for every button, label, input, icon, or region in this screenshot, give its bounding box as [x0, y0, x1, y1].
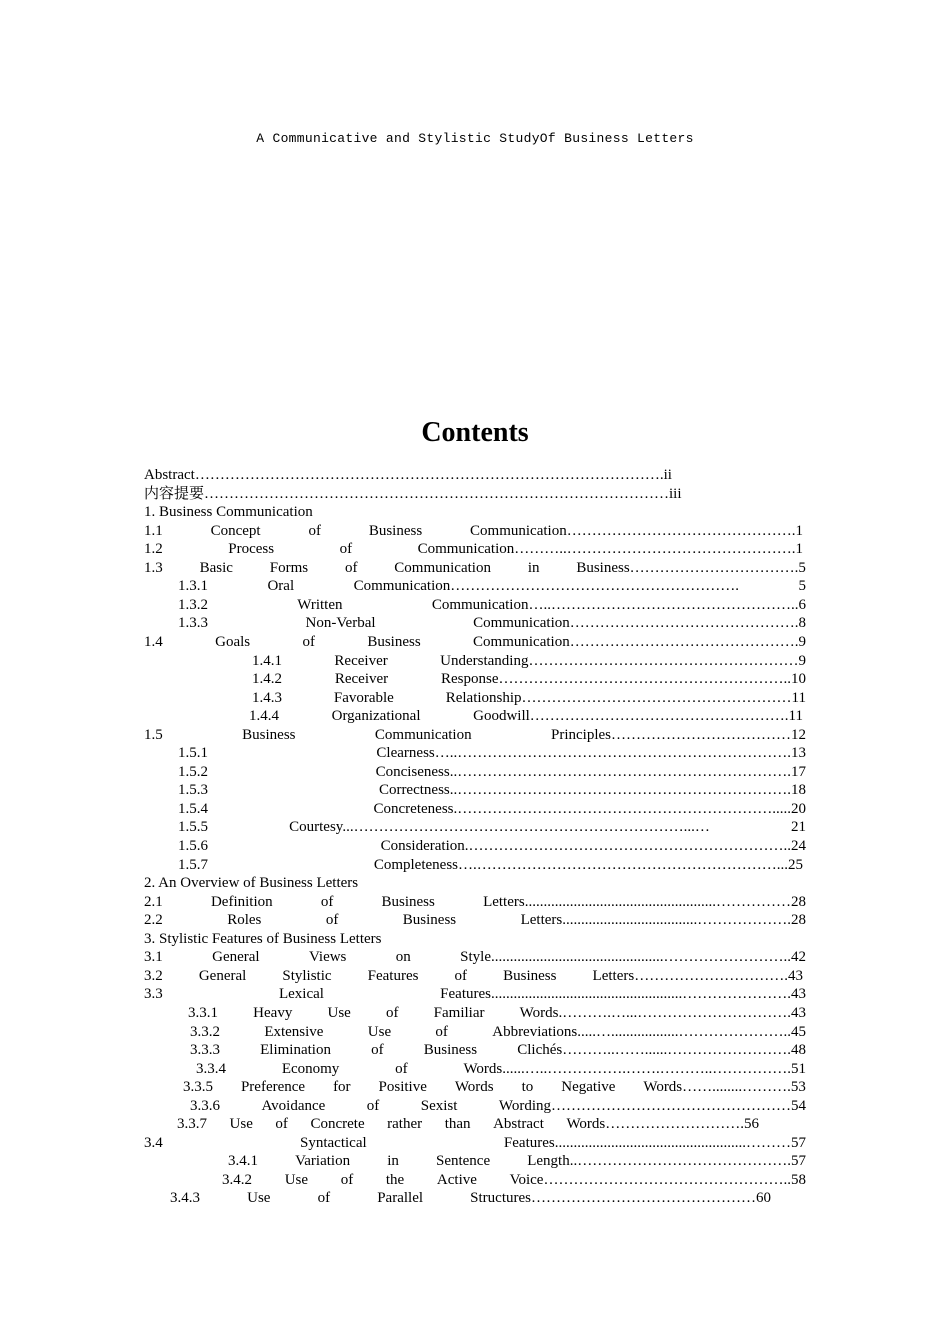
toc-word: Heavy: [253, 1004, 293, 1021]
toc-word: Letters...................................................……………28: [483, 893, 806, 910]
toc-entry-words: [222, 1171, 806, 1189]
toc-word: Receiver: [334, 652, 388, 669]
toc-word: Process: [228, 541, 275, 558]
toc-entry-words: [144, 985, 806, 1003]
toc-entry-words: [178, 818, 806, 836]
toc-entry-words: [144, 726, 806, 744]
toc-word: Active: [436, 1171, 477, 1188]
toc-word: Business: [381, 893, 435, 910]
toc-word: Communication…..…………………………………………..6: [431, 596, 806, 613]
toc-word: 1.4.1: [252, 652, 282, 669]
toc-entry: [177, 1115, 759, 1133]
toc-word: Receiver: [334, 671, 389, 688]
toc-entry: Abstract………………………………………………………………………………….ii: [144, 467, 672, 483]
toc-word: 1.5.4: [178, 800, 208, 817]
toc-word: Abbreviations.....…..................…………………..45: [492, 1023, 806, 1040]
toc-word: Letters………………………….43: [592, 967, 803, 984]
toc-entry: [178, 614, 806, 632]
toc-word: 5: [798, 578, 806, 595]
toc-word: of: [386, 1004, 399, 1021]
toc-word: Lexical: [278, 986, 324, 1003]
toc-word: 1.5.3: [178, 782, 208, 799]
toc-entry: 内容提要…………………………………………………………………………………iii: [144, 485, 682, 502]
toc-word: Parallel: [377, 1190, 424, 1207]
toc-word: 21: [790, 819, 806, 836]
toc-word: 1.3.2: [178, 596, 208, 613]
toc-entry-words: [178, 596, 806, 614]
toc-entry: [144, 967, 803, 985]
toc-word: Words.……….…...………………………….43: [519, 1004, 806, 1021]
toc-entry: [178, 596, 806, 614]
toc-word: Forms: [269, 559, 309, 576]
toc-entry-words: [249, 707, 803, 725]
toc-entry: [178, 818, 806, 836]
toc-entry-words: [228, 1152, 806, 1170]
toc-word: of: [320, 893, 334, 910]
toc-word: Clearness…..………………………………………………………….13: [376, 745, 806, 762]
toc-word: of: [344, 559, 358, 576]
toc-word: 3.2: [144, 967, 163, 984]
toc-word: Variation: [295, 1153, 351, 1170]
toc-word: Completeness….……………………………………………………...25: [373, 856, 803, 873]
toc-word: 1.5.7: [178, 856, 208, 873]
toc-word: Sexist: [420, 1097, 458, 1114]
toc-entry: [222, 1171, 806, 1189]
toc-word: Words……………………….56: [566, 1116, 759, 1133]
toc-word: Elimination: [260, 1042, 331, 1059]
toc-entry: [144, 948, 806, 966]
toc-word: Business: [402, 912, 457, 929]
toc-word: than: [444, 1116, 471, 1133]
toc-entry: [178, 856, 803, 874]
toc-word: Relationship………………………………………………11: [445, 689, 806, 706]
toc-word: General: [198, 967, 247, 984]
toc-word: Communication: [374, 726, 472, 743]
toc-word: Correctness..………………………………………………………….18: [378, 782, 806, 799]
toc-word: Use: [284, 1171, 309, 1188]
toc-word: Response…………………………………………………..10: [441, 671, 806, 688]
toc-word: Business…………………………….5: [576, 559, 806, 576]
toc-word: of: [435, 1023, 448, 1040]
toc-entry: [178, 837, 806, 855]
toc-word: Use: [367, 1023, 392, 1040]
toc-entry-words: [252, 689, 806, 707]
toc-word: Words......…..…………….…….………..…………….51: [463, 1060, 806, 1077]
toc-entry-words: [252, 670, 806, 688]
toc-word: Syntactical: [300, 1134, 367, 1151]
toc-word: 3.1: [144, 949, 163, 966]
toc-entry-words: [178, 800, 806, 818]
toc-word: 1.3.3: [178, 615, 208, 632]
toc-entry: [252, 689, 806, 707]
toc-word: rather: [387, 1116, 423, 1133]
toc-entry-words: [178, 763, 806, 781]
toc-entry-words: [144, 967, 803, 985]
toc-word: 1.2: [144, 541, 163, 558]
toc-word: 1.5.2: [178, 763, 208, 780]
toc-word: Economy: [281, 1060, 340, 1077]
toc-entry: [144, 985, 806, 1003]
toc-word: 3.4.2: [222, 1171, 252, 1188]
toc-word: in: [387, 1153, 399, 1170]
toc-entry-words: [144, 948, 806, 966]
toc-word: Roles: [227, 912, 262, 929]
toc-word: General: [212, 949, 260, 966]
toc-word: in: [527, 559, 540, 576]
toc-word: Words……........……….53: [643, 1079, 806, 1096]
toc-word: 1.5.1: [178, 745, 208, 762]
toc-entry-words: [178, 781, 806, 799]
toc-entry-words: [190, 1023, 806, 1041]
toc-word: Basic: [199, 559, 233, 576]
toc-entry: [178, 800, 806, 818]
toc-word: 3.3.6: [190, 1097, 220, 1114]
toc-word: of: [317, 1190, 331, 1207]
toc-word: Principles………………………………12: [550, 726, 806, 743]
toc-word: Communication……………………………………….8: [473, 615, 806, 632]
toc-word: 3.3.7: [177, 1116, 207, 1133]
toc-word: of: [366, 1097, 380, 1114]
toc-entry-words: [190, 1041, 806, 1059]
toc-entry-words: [188, 1004, 806, 1022]
toc-word: of: [302, 633, 315, 650]
toc-entry-words: [190, 1097, 806, 1115]
toc-word: Consideration.………………………………………………………..24: [380, 838, 806, 854]
toc-word: Communication……………………………………….1: [470, 522, 803, 539]
toc-entry-words: [178, 744, 806, 762]
toc-word: Goodwill…………………………………………….11: [473, 708, 803, 725]
toc-word: Features...................................................………………….43: [440, 986, 806, 1003]
toc-entry: [144, 540, 803, 558]
toc-entry-words: [183, 1078, 806, 1096]
toc-word: Extensive: [264, 1023, 324, 1040]
toc-word: Concreteness.……………………………………………………….....20: [373, 800, 806, 817]
toc-word: of: [339, 541, 353, 558]
toc-word: Business: [503, 967, 557, 984]
toc-word: 2.1: [144, 893, 163, 910]
toc-entry: [144, 726, 806, 744]
toc-word: Familiar: [433, 1004, 485, 1021]
toc-entry: 3. Stylistic Features of Business Letters: [144, 930, 382, 947]
toc-word: Use: [229, 1116, 253, 1133]
toc-entry-words: [144, 1134, 806, 1152]
toc-entry: [252, 652, 806, 670]
toc-word: Concept: [210, 522, 261, 539]
document-header: A Communicative and Stylistic StudyOf Business Letters: [256, 131, 694, 146]
toc-word: Goals: [215, 633, 251, 650]
toc-word: to: [521, 1079, 534, 1096]
toc-entry: [144, 633, 806, 651]
toc-entry: [144, 522, 803, 540]
toc-entry-words: [252, 652, 806, 670]
toc-word: 1.4.4: [249, 708, 279, 725]
toc-word: 3.3.5: [183, 1079, 213, 1096]
toc-entry-words: [177, 1115, 759, 1133]
toc-word: Definition: [210, 893, 273, 910]
toc-word: Preference: [240, 1079, 306, 1096]
toc-word: 1.5.5: [178, 819, 208, 836]
toc-entry-words: [144, 522, 803, 540]
toc-entry: [252, 670, 806, 688]
toc-word: of: [371, 1042, 384, 1059]
toc-word: 1.5: [144, 726, 163, 743]
toc-entry-words: [178, 577, 806, 595]
toc-word: 3.3.4: [196, 1060, 226, 1077]
toc-word: Wording…………………………………………54: [498, 1097, 806, 1114]
toc-word: 3.4: [144, 1134, 163, 1151]
toc-word: Clichés………..……......…………………….48: [517, 1042, 806, 1059]
toc-word: Communication………………………………………………….: [353, 578, 740, 595]
toc-word: Business: [368, 522, 423, 539]
toc-word: of: [308, 522, 321, 539]
toc-word: Use: [247, 1190, 271, 1207]
toc-word: Sentence: [435, 1153, 491, 1170]
toc-entry: [183, 1078, 806, 1096]
toc-word: Concrete: [310, 1116, 365, 1133]
toc-word: Letters....................................……………….28: [520, 912, 806, 929]
toc-word: 3.3.1: [188, 1004, 218, 1021]
toc-word: 3.3.3: [190, 1042, 220, 1059]
toc-word: Communication: [394, 559, 491, 576]
toc-entry: [178, 781, 806, 799]
toc-entry-words: [178, 856, 803, 874]
toc-entry: [144, 1134, 806, 1152]
toc-entry: 2. An Overview of Business Letters: [144, 875, 359, 892]
toc-entry: [228, 1152, 806, 1170]
toc-word: 3.3.2: [190, 1023, 220, 1040]
toc-word: 3.4.1: [228, 1153, 258, 1170]
toc-word: 1.3: [144, 559, 163, 576]
toc-entry-words: [144, 633, 806, 651]
toc-word: 1.4: [144, 633, 163, 650]
toc-word: Features...................................................………57: [503, 1134, 806, 1151]
toc-word: Negative: [561, 1079, 616, 1096]
toc-word: 3.3: [144, 986, 163, 1003]
toc-word: Understanding………………………………………………9: [440, 652, 806, 669]
toc-entry-words: [178, 614, 806, 632]
toc-word: Words: [454, 1079, 494, 1096]
toc-word: Views: [308, 949, 347, 966]
toc-word: Avoidance: [261, 1097, 326, 1114]
toc-word: on: [395, 949, 411, 966]
toc-entry-words: [144, 911, 806, 929]
toc-word: for: [333, 1079, 351, 1096]
toc-entry: [144, 559, 806, 577]
toc-word: 1.4.2: [252, 671, 282, 688]
toc-entry: [190, 1023, 806, 1041]
toc-entry-words: [170, 1189, 771, 1207]
toc-word: of: [340, 1171, 354, 1188]
toc-entry: [249, 707, 803, 725]
toc-entry: [188, 1004, 806, 1022]
toc-word: Written: [297, 596, 343, 613]
toc-word: Conciseness..………………………………………………………….17: [375, 763, 806, 780]
toc-word: Business: [367, 633, 421, 650]
toc-word: 1.4.3: [252, 689, 282, 706]
toc-word: Organizational: [331, 708, 421, 725]
toc-entry: [144, 911, 806, 929]
toc-entry: [178, 577, 806, 595]
toc-word: Business: [242, 726, 296, 743]
toc-word: Structures………………………………………60: [470, 1190, 771, 1207]
toc-entry: [196, 1060, 806, 1078]
toc-word: Features: [367, 967, 419, 984]
toc-word: Voice…………………………………………..58: [509, 1171, 806, 1188]
toc-word: Stylistic: [282, 967, 332, 984]
toc-word: Non-Verbal: [305, 615, 376, 632]
toc-word: 1.3.1: [178, 578, 208, 595]
toc-word: of: [275, 1116, 288, 1133]
toc-word: Oral: [267, 578, 295, 595]
toc-entry: [178, 763, 806, 781]
toc-word: Style..............................................……………………..42: [460, 949, 806, 966]
toc-word: Length..…………………………………….57: [527, 1153, 806, 1170]
toc-word: Communication……………………………………….9: [473, 633, 806, 650]
toc-entry-words: [196, 1060, 806, 1078]
toc-word: Business: [423, 1042, 478, 1059]
toc-word: 2.2: [144, 912, 163, 929]
toc-entry: 1. Business Communication: [144, 504, 313, 521]
toc-word: Favorable: [333, 689, 394, 706]
toc-word: 1.5.6: [178, 838, 208, 854]
toc-entry-words: [178, 837, 806, 855]
contents-title: Contents: [421, 417, 529, 448]
toc-word: Communication………..……………………………………….1: [417, 541, 803, 558]
toc-entry-words: [144, 540, 803, 558]
toc-word: the: [385, 1171, 405, 1188]
toc-word: Courtesy...…………………………………………………………...…: [289, 819, 710, 836]
toc-entry: [170, 1189, 771, 1207]
toc-entry: [144, 893, 806, 911]
toc-entry: [178, 744, 806, 762]
toc-entry: [190, 1097, 806, 1115]
toc-word: Abstract: [493, 1116, 544, 1133]
toc-word: of: [454, 967, 468, 984]
toc-entry-words: [144, 559, 806, 577]
toc-word: of: [395, 1060, 408, 1077]
toc-word: 1.1: [144, 522, 163, 539]
toc-entry: [190, 1041, 806, 1059]
toc-word: 3.4.3: [170, 1190, 200, 1207]
toc-entry-words: [144, 893, 806, 911]
toc-word: of: [325, 912, 339, 929]
toc-word: Use: [327, 1004, 351, 1021]
toc-word: Positive: [378, 1079, 427, 1096]
